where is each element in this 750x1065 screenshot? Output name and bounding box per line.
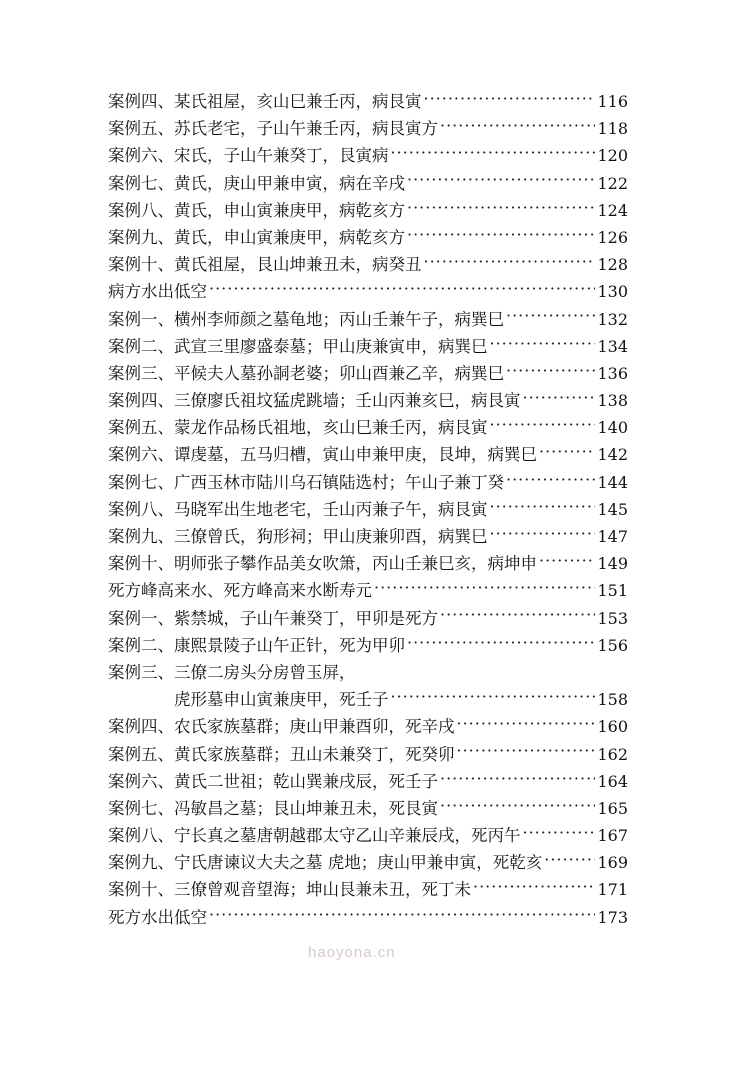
toc-entry[interactable] <box>108 577 628 604</box>
dot-leader <box>407 226 595 243</box>
toc-entry-page: 138 <box>597 391 628 411</box>
dot-leader <box>506 471 595 488</box>
dot-leader <box>490 335 596 352</box>
dot-leader <box>440 770 595 787</box>
toc-entry-title: 案例十、三僚曾观音望海；坤山艮兼未丑，死丁未 <box>108 880 471 900</box>
toc-entry-title: 案例四、某氏祖屋，亥山巳兼壬丙，病艮寅 <box>108 92 422 111</box>
toc-entry-page: 147 <box>597 527 628 546</box>
toc-entry-title: 案例八、马晓军出生地老宅，壬山丙兼子午，病艮寅 <box>108 499 488 519</box>
toc-entry[interactable] <box>108 713 628 740</box>
toc-entry-page: 156 <box>597 635 628 655</box>
toc-entry[interactable] <box>108 170 628 197</box>
dot-leader <box>424 91 596 108</box>
toc-entry[interactable] <box>108 333 628 360</box>
toc-entry-page: 122 <box>597 173 628 193</box>
toc-entry-title: 案例五、黄氏家族墓群；丑山未兼癸丁，死癸卯 <box>108 744 455 764</box>
toc-entry[interactable] <box>108 224 628 251</box>
dot-leader <box>457 716 596 733</box>
watermark-text: haoyona.cn <box>308 944 396 961</box>
toc-entry-page: 162 <box>597 744 628 764</box>
toc-entry-title: 案例一、横州李师颜之墓龟地；丙山壬兼午子，病巽巳 <box>108 309 504 329</box>
toc-entry-title: 案例八、宁长真之墓唐朝越郡太守乙山辛兼辰戌，死丙午 <box>108 826 521 846</box>
dot-leader <box>523 825 596 842</box>
toc-entry-title: 病方水出低空 <box>108 282 207 302</box>
toc-entry-title: 案例十、黄氏祖屋，艮山坤兼丑未，病癸丑 <box>108 255 422 275</box>
toc-entry-title: 案例三、平候夫人墓孙詷老婆；卯山酉兼乙辛，病巽巳 <box>108 363 504 383</box>
toc-entry-title: 案例二、康熙景陵子山午正针，死为甲卯 <box>108 635 405 655</box>
toc-entry[interactable] <box>108 251 628 278</box>
toc-entry-page: 140 <box>597 418 628 438</box>
toc-entry-page: 136 <box>597 363 628 383</box>
toc-entry-title: 案例三、三僚二房头分房曾玉屏， <box>108 662 356 682</box>
toc-entry[interactable] <box>108 605 628 632</box>
toc-entry-title: 案例二、武宣三里廖盛泰墓；甲山庚兼寅申，病巽巳 <box>108 336 488 356</box>
toc-entry[interactable] <box>108 741 628 768</box>
toc-entry[interactable] <box>108 469 628 496</box>
toc-entry-page: 132 <box>597 309 628 329</box>
dot-leader <box>374 580 595 597</box>
toc-entry-page: 145 <box>597 499 628 519</box>
toc-entry[interactable] <box>108 441 628 468</box>
dot-leader <box>490 417 596 434</box>
dot-leader <box>490 498 596 515</box>
dot-leader <box>440 607 595 624</box>
toc-entry-page: 149 <box>597 554 628 574</box>
toc-entry-page: 124 <box>597 200 628 220</box>
toc-entry-title: 案例六、宋氏，子山午兼癸丁，艮寅病 <box>108 146 389 166</box>
toc-entry-title: 案例四、农氏家族墓群；庚山甲兼酉卯，死辛戌 <box>108 717 455 737</box>
dot-leader <box>490 526 596 543</box>
toc-entry[interactable] <box>108 876 628 903</box>
dot-leader <box>473 879 595 896</box>
dot-leader <box>457 743 596 760</box>
toc-entry-page: 167 <box>597 826 628 846</box>
toc-entry-title: 案例五、蒙龙作品杨氏祖地，亥山巳兼壬丙，病艮寅 <box>108 418 488 438</box>
dot-leader <box>209 906 595 923</box>
dot-leader <box>544 852 595 869</box>
dot-leader <box>506 362 595 379</box>
toc-entry-title: 案例九、三僚曾氏，狗形祠；甲山庚兼卯酉，病巽巳 <box>108 527 488 546</box>
toc-entry-title: 虎形墓申山寅兼庚甲，死壬子 <box>174 690 389 710</box>
dot-leader <box>391 689 596 706</box>
dot-leader <box>539 444 595 461</box>
toc-entry-page: 120 <box>597 146 628 166</box>
toc-entry-page: 130 <box>597 282 628 302</box>
toc-entry-continuation[interactable] <box>108 686 628 713</box>
toc-entry-title: 案例九、黄氏，申山寅兼庚甲，病乾亥方 <box>108 227 405 247</box>
toc-entry-title: 死方峰高来水、死方峰高来水断寿元 <box>108 581 372 601</box>
dot-leader <box>440 797 595 814</box>
toc-entry[interactable] <box>108 88 628 115</box>
dot-leader <box>523 390 596 407</box>
toc-entry-page: 126 <box>597 227 628 247</box>
toc-entry[interactable] <box>108 496 628 523</box>
toc-entry-title: 死方水出低空 <box>108 907 207 927</box>
dot-leader <box>539 553 595 570</box>
toc-entry-page: 144 <box>597 472 628 492</box>
toc-entry-page: 160 <box>597 717 628 737</box>
toc-entry-page: 134 <box>597 336 628 356</box>
toc-entry-page: 164 <box>597 771 628 791</box>
toc-entry[interactable] <box>108 632 628 659</box>
dot-leader <box>391 145 596 162</box>
toc-entry[interactable] <box>108 115 628 142</box>
toc-entry-title: 案例十、明师张子攀作品美女吹箫，丙山壬兼巳亥，病坤申 <box>108 554 537 574</box>
toc-entry[interactable] <box>108 904 628 931</box>
toc-entry-page: 173 <box>597 907 628 927</box>
toc-entry[interactable] <box>108 550 628 577</box>
toc-entry[interactable] <box>108 795 628 822</box>
toc-entry[interactable] <box>108 142 628 169</box>
dot-leader <box>407 172 595 189</box>
toc-entry[interactable] <box>108 414 628 441</box>
toc-entry-title: 案例六、谭虔墓，五马归槽，寅山申兼甲庚，艮坤，病巽巳 <box>108 445 537 465</box>
toc-entry[interactable] <box>108 849 628 876</box>
toc-entry-page: 151 <box>597 581 628 601</box>
toc-entry[interactable] <box>108 822 628 849</box>
dot-leader <box>209 281 595 298</box>
toc-entry-title: 案例七、广西玉林市陆川乌石镇陆选村；午山子兼丁癸 <box>108 472 504 492</box>
toc-entry-title: 案例八、黄氏，申山寅兼庚甲，病乾亥方 <box>108 200 405 220</box>
dot-leader <box>424 254 596 271</box>
dot-leader <box>407 634 595 651</box>
toc-entry-title: 案例五、苏氏老宅，子山午兼壬丙，病艮寅方 <box>108 119 438 139</box>
toc-entry-page: 171 <box>597 880 628 900</box>
toc-entry[interactable] <box>108 387 628 414</box>
dot-leader <box>440 118 595 135</box>
toc-entry-page: 165 <box>597 798 628 818</box>
toc-entry-page: 128 <box>597 255 628 275</box>
toc-entry-page: 118 <box>597 119 628 139</box>
toc-entry-title: 案例四、三僚廖氏祖坟猛虎跳墙；壬山丙兼亥巳，病艮寅 <box>108 391 521 411</box>
toc-entry-page: 142 <box>597 445 628 465</box>
toc-entry-title: 案例六、黄氏二世祖；乾山巽兼戌辰，死壬子 <box>108 771 438 791</box>
toc-entry[interactable] <box>108 197 628 224</box>
toc-entry[interactable] <box>108 523 628 550</box>
toc-entry-title: 案例一、紫禁城，子山午兼癸丁，甲卯是死方 <box>108 608 438 628</box>
toc-entry-title: 案例九、宁氏唐谏议大夫之墓 虎地；庚山甲兼申寅，死乾亥 <box>108 853 543 873</box>
toc-entry-title: 案例七、黄氏，庚山甲兼申寅，病在辛戌 <box>108 173 405 193</box>
toc-entry[interactable] <box>108 278 628 305</box>
dot-leader <box>407 199 595 216</box>
toc-entry-page: 116 <box>597 92 628 111</box>
table-of-contents <box>108 88 628 931</box>
toc-entry-page: 158 <box>597 690 628 710</box>
toc-entry[interactable] <box>108 768 628 795</box>
toc-entry-page: 169 <box>597 853 628 873</box>
toc-entry[interactable] <box>108 306 628 333</box>
toc-entry[interactable] <box>108 360 628 387</box>
dot-leader <box>506 308 595 325</box>
toc-entry-title: 案例七、冯敏昌之墓；艮山坤兼丑未，死艮寅 <box>108 798 438 818</box>
toc-entry[interactable] <box>108 659 628 686</box>
toc-entry-page: 153 <box>597 608 628 628</box>
